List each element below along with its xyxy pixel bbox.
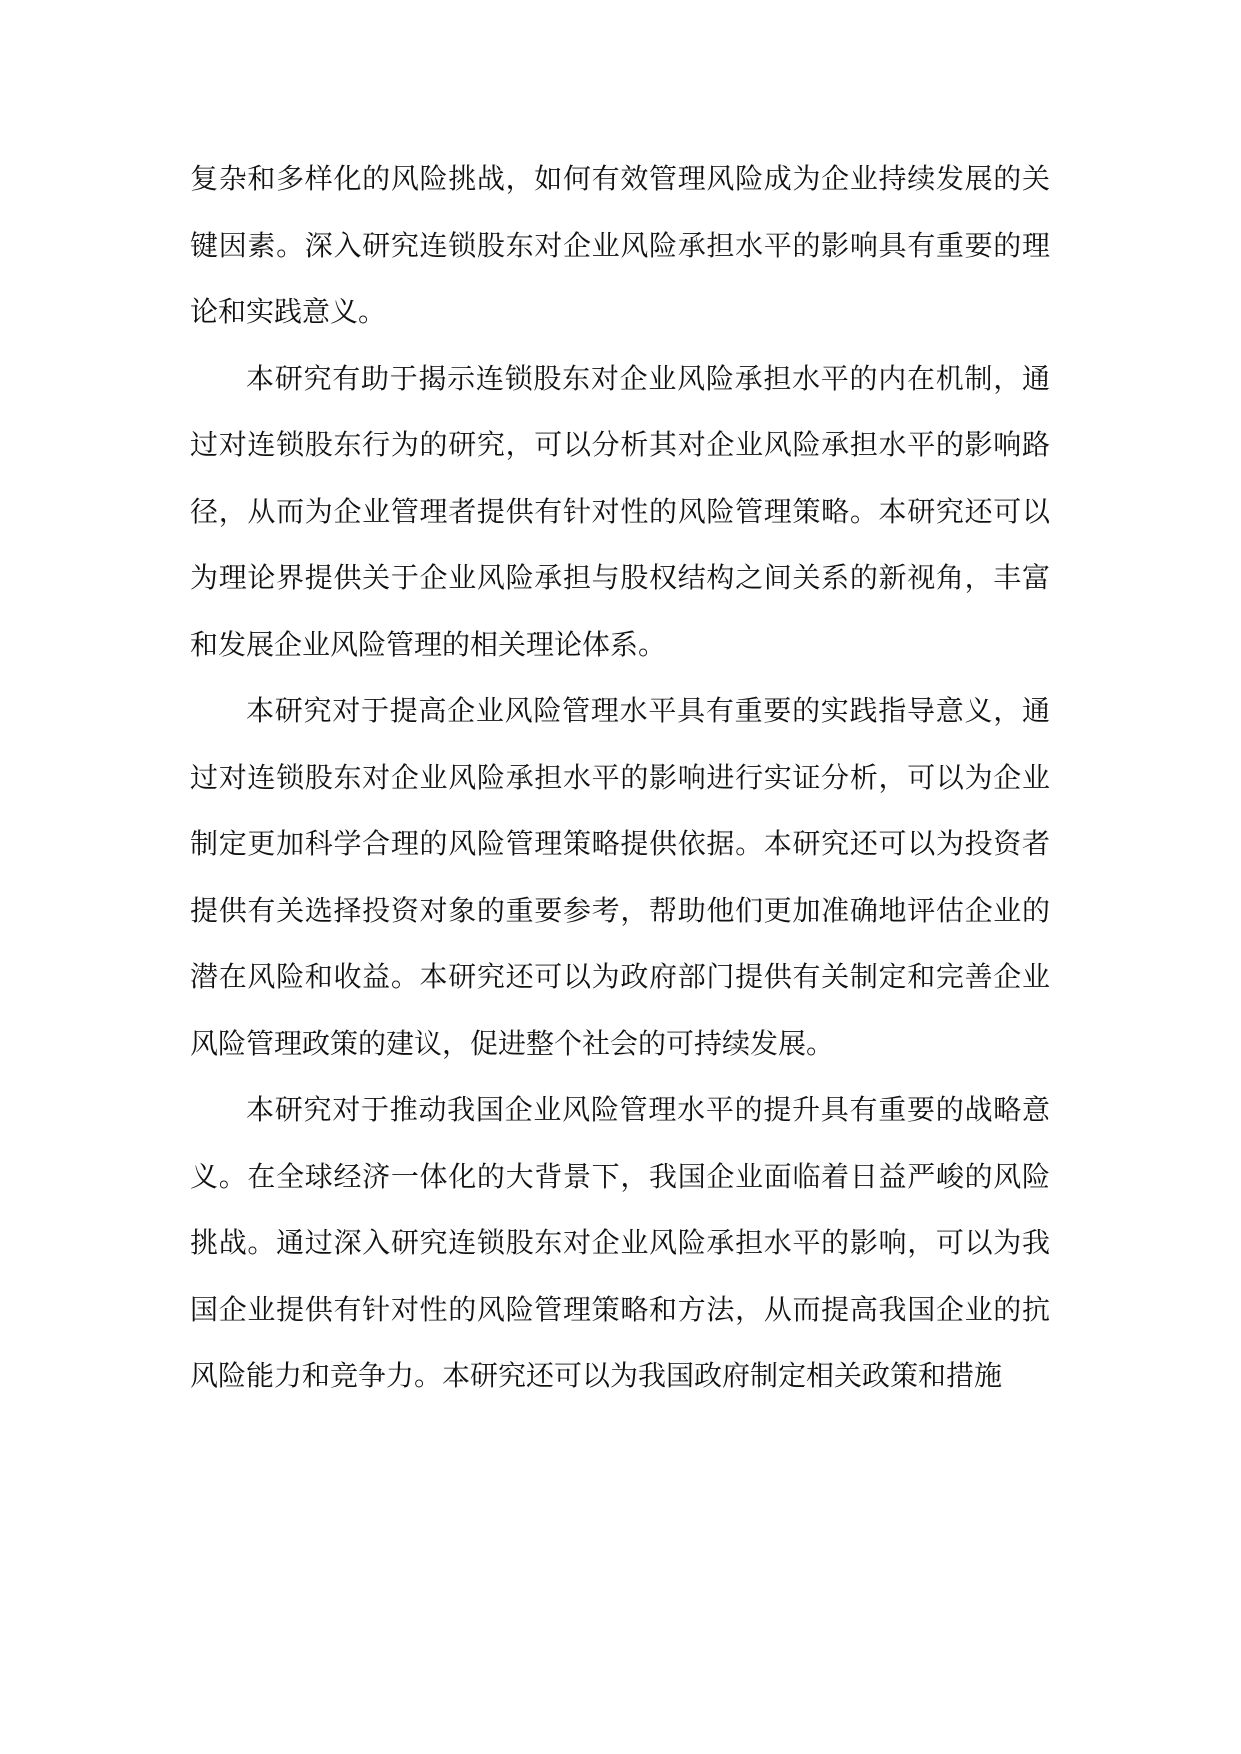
paragraph-3: 本研究对于提高企业风险管理水平具有重要的实践指导意义，通过对连锁股东对企业风险承担水平的影响进行实证分析，可以为企业制定更加科学合理的风险管理策略提供依据。本研究还可以为投资者提供有关选择投资对象的重要参考，帮助他们更加准确地评估企业的潜在风险和收益。本研究还可以为政府部门提供有关制定和完善企业风险管理政策的建议，促进整个社会的可持续发展。	[190, 694, 1050, 1060]
body-text	[190, 146, 1050, 1410]
paragraph-2: 本研究有助于揭示连锁股东对企业风险承担水平的内在机制，通过对连锁股东行为的研究，可以分析其对企业风险承担水平的影响路径，从而为企业管理者提供有针对性的风险管理策略。本研究还可以为理论界提供关于企业风险承担与股权结构之间关系的新视角，丰富和发展企业风险管理的相关理论体系。	[190, 361, 1050, 661]
paragraph-1: 复杂和多样化的风险挑战，如何有效管理风险成为企业持续发展的关键因素。深入研究连锁股东对企业风险承担水平的影响具有重要的理论和实践意义。	[190, 162, 1050, 328]
paragraph-4: 本研究对于推动我国企业风险管理水平的提升具有重要的战略意义。在全球经济一体化的大背景下，我国企业面临着日益严峻的风险挑战。通过深入研究连锁股东对企业风险承担水平的影响，可以为我国企业提供有针对性的风险管理策略和方法，从而提高我国企业的抗风险能力和竞争力。本研究还可以为我国政府制定相关政策和措施	[190, 1093, 1050, 1392]
